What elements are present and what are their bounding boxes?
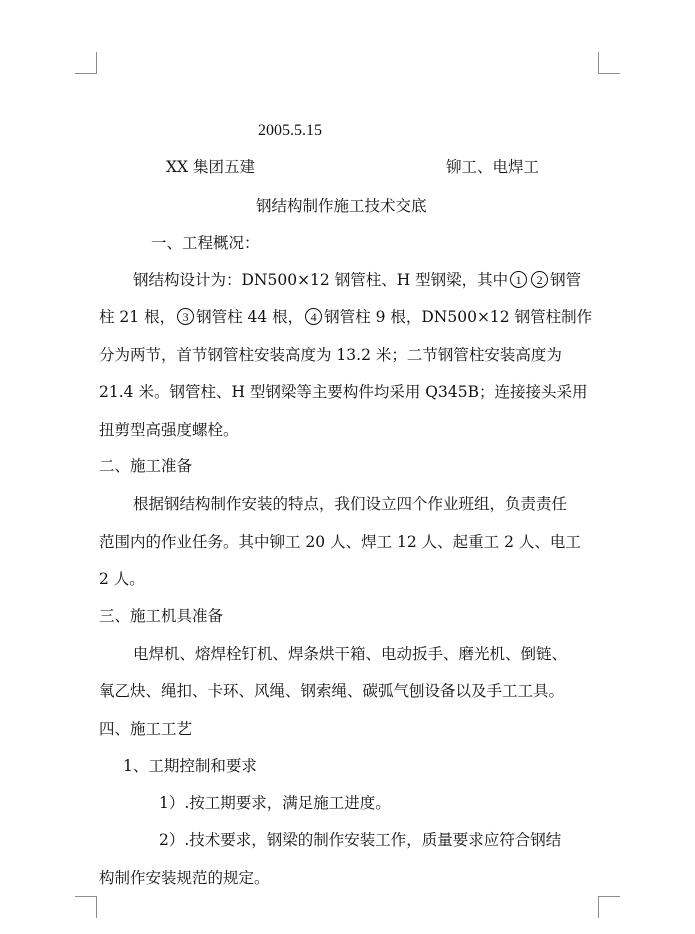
section-3-paragraph-line: 电焊机、熔焊栓钉机、焊条烘干箱、电动扳手、磨光机、倒链、 xyxy=(133,645,568,663)
section-2-paragraph-line: 根据钢结构制作安装的特点，我们设立四个作业班组，负责责任 xyxy=(133,495,568,513)
section-1-paragraph-line: 21.4 米。钢管柱、H 型钢梁等主要构件均采用 Q345B；连接接头采用 xyxy=(99,383,588,401)
text-run: 钢管柱 44 根， xyxy=(196,308,304,326)
section-2-paragraph-line: 范围内的作业任务。其中铆工 20 人、焊工 12 人、起重工 2 人、电工 xyxy=(99,533,581,551)
section-4-subheading: 1、工期控制和要求 xyxy=(123,757,257,775)
text-run: 钢管 xyxy=(550,271,582,289)
crop-mark-top-left xyxy=(96,52,97,74)
crop-mark-bottom-right xyxy=(598,896,599,918)
section-1-paragraph-line: 分为两节，首节钢管柱安装高度为 13.2 米；二节钢管柱安装高度为 xyxy=(99,346,562,364)
section-4-item: 2）.技术要求，钢梁的制作安装工作，质量要求应符合钢结 xyxy=(159,831,562,849)
crop-mark-top-left xyxy=(75,73,97,74)
company-name: XX 集团五建 xyxy=(166,158,255,176)
document-date: 2005.5.15 xyxy=(258,122,322,139)
section-1-paragraph-line xyxy=(99,307,592,327)
text-run: 柱 21 根， xyxy=(99,308,176,326)
crop-mark-bottom-right xyxy=(598,896,620,897)
section-4-item: 1）.按工期要求，满足施工进度。 xyxy=(159,794,391,812)
section-3-heading: 三、施工机具准备 xyxy=(99,607,224,625)
circled-number-3: 3 xyxy=(177,308,194,325)
crop-mark-top-right xyxy=(598,73,620,74)
text-run: 钢结构设计为：DN500×12 钢管柱、H 型钢梁，其中 xyxy=(133,271,509,289)
crop-mark-top-right xyxy=(598,52,599,74)
section-2-paragraph-line: 2 人。 xyxy=(99,570,145,588)
section-1-paragraph-line: 扭剪型高强度螺栓。 xyxy=(99,421,239,439)
section-4-item: 构制作安装规范的规定。 xyxy=(99,869,270,887)
text-run: 钢管柱 9 根，DN500×12 钢管柱制作 xyxy=(324,308,593,326)
trade-names: 铆工、电焊工 xyxy=(446,158,540,176)
circled-number-1: 1 xyxy=(510,271,527,288)
crop-mark-bottom-left xyxy=(96,896,97,918)
circled-number-4: 4 xyxy=(305,308,322,325)
crop-mark-bottom-left xyxy=(75,896,97,897)
section-2-heading: 二、施工准备 xyxy=(99,457,193,475)
section-3-paragraph-line: 氧乙炔、绳扣、卡环、风绳、钢索绳、碳弧气刨设备以及手工工具。 xyxy=(99,682,565,700)
circled-number-2: 2 xyxy=(531,271,548,288)
document-title: 钢结构制作施工技术交底 xyxy=(256,197,427,215)
section-1-paragraph-line xyxy=(133,270,581,290)
section-1-heading: 一、工程概况： xyxy=(151,234,260,252)
section-4-heading: 四、施工工艺 xyxy=(99,720,193,738)
